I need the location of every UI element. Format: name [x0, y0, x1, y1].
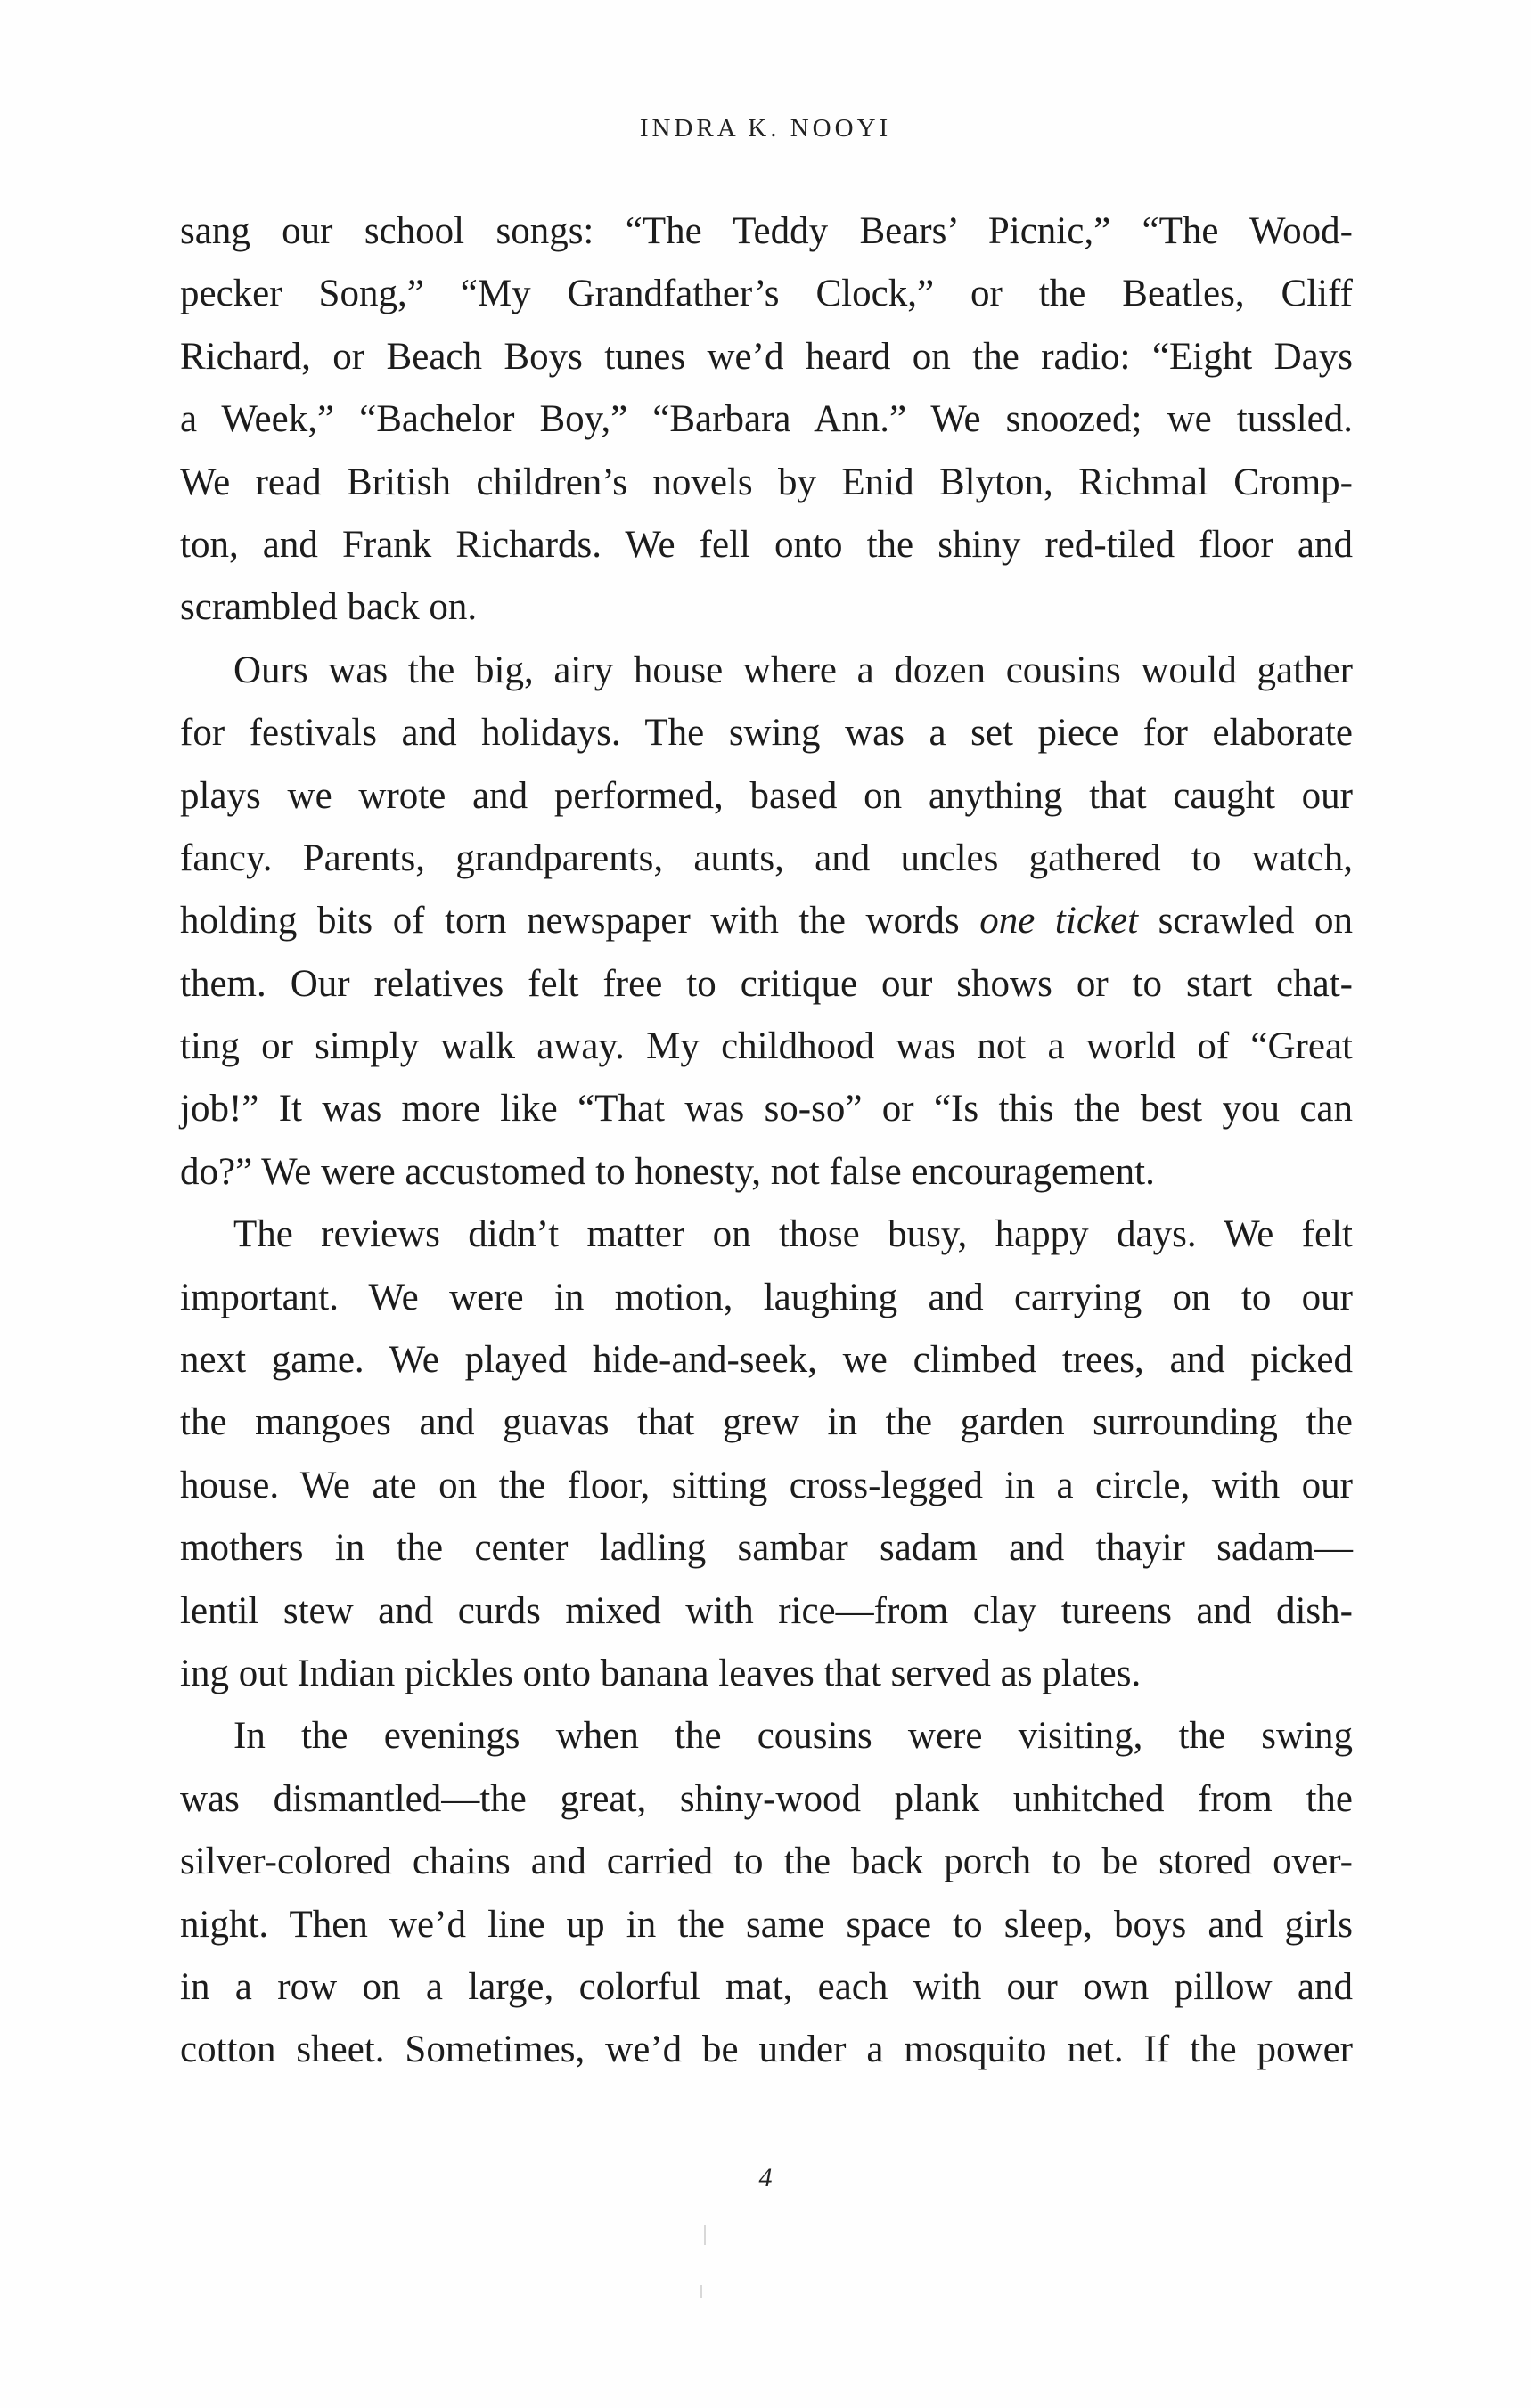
- text-line: ting or simply walk away. My childhood was not a world of “Great: [180, 1025, 1353, 1068]
- text-line: We read British children’s novels by Enid Blyton, Richmal Cromp-: [180, 461, 1353, 503]
- text-line: next game. We played hide-and-seek, we climbed trees, and picked: [180, 1339, 1353, 1382]
- text-line: pecker Song,” “My Grandfather’s Clock,” or the Beatles, Cliff: [180, 273, 1353, 315]
- text-line: cotton sheet. Sometimes, we’d be under a mosquito net. If the power: [180, 2028, 1353, 2071]
- text-line: mothers in the center ladling sambar sadam and thayir sadam—: [180, 1527, 1353, 1570]
- text-line: fancy. Parents, grandparents, aunts, and uncles gathered to watch,: [180, 837, 1353, 879]
- text-line: Ours was the big, airy house where a dozen cousins would gather: [233, 649, 1353, 691]
- text-run: scrawled on: [1138, 900, 1354, 943]
- italic-phrase: one ticket: [979, 900, 1139, 943]
- text-line: silver-colored chains and carried to the back porch to be stored over-: [180, 1841, 1353, 1883]
- text-line: The reviews didn’t matter on those busy, happy days. We felt: [233, 1213, 1353, 1256]
- text-line: scrambled back on.: [180, 586, 478, 629]
- text-line: plays we wrote and performed, based on anything that caught our: [180, 774, 1353, 817]
- text-line: ton, and Frank Richards. We fell onto the shiny red-tiled floor and: [180, 523, 1353, 566]
- paragraph-2: [180, 640, 1353, 1204]
- text-line: for festivals and holidays. The swing was a set piece for elaborate: [180, 712, 1353, 755]
- text-line: was dismantled—the great, shiny-wood plank unhitched from the: [180, 1777, 1353, 1820]
- text-line: important. We were in motion, laughing and carrying on to our: [180, 1276, 1353, 1318]
- text-line: in a row on a large, colorful mat, each with our own pillow and: [180, 1965, 1353, 2008]
- text-line: house. We ate on the floor, sitting cross-legged in a circle, with our: [180, 1464, 1353, 1506]
- running-head: INDRA K. NOOYI: [639, 114, 892, 143]
- text-line: a Week,” “Bachelor Boy,” “Barbara Ann.” We snoozed; we tussled.: [180, 398, 1353, 441]
- paragraph-3: [180, 1204, 1353, 1705]
- text-line: In the evenings when the cousins were visiting, the swing: [233, 1715, 1353, 1758]
- text-line: them. Our relatives felt free to critique our shows or to start chat-: [180, 962, 1353, 1005]
- text-line: lentil stew and curds mixed with rice—from clay tureens and dish-: [180, 1589, 1353, 1632]
- scan-artifact: [704, 2225, 706, 2245]
- text-line: night. Then we’d line up in the same space to sleep, boys and girls: [180, 1903, 1353, 1946]
- body-text: [180, 200, 1353, 2082]
- paragraph-1: [180, 200, 1353, 640]
- text-line: job!” It was more like “That was so-so” or “Is this the best you can: [180, 1088, 1353, 1131]
- text-line: ing out Indian pickles onto banana leaves that served as plates.: [180, 1652, 1142, 1694]
- scan-artifact: [700, 2285, 702, 2298]
- text-line: Richard, or Beach Boys tunes we’d heard on the radio: “Eight Days: [180, 335, 1353, 378]
- text-run: holding bits of torn newspaper with the words: [180, 900, 980, 943]
- paragraph-4: [180, 1705, 1353, 2081]
- text-line-with-italic: [180, 890, 1353, 952]
- text-line: the mangoes and guavas that grew in the garden surrounding the: [180, 1401, 1353, 1444]
- text-line: do?” We were accustomed to honesty, not false encouragement.: [180, 1150, 1155, 1193]
- text-line: sang our school songs: “The Teddy Bears’ Picnic,” “The Wood-: [180, 210, 1353, 252]
- page-number: 4: [758, 2163, 773, 2192]
